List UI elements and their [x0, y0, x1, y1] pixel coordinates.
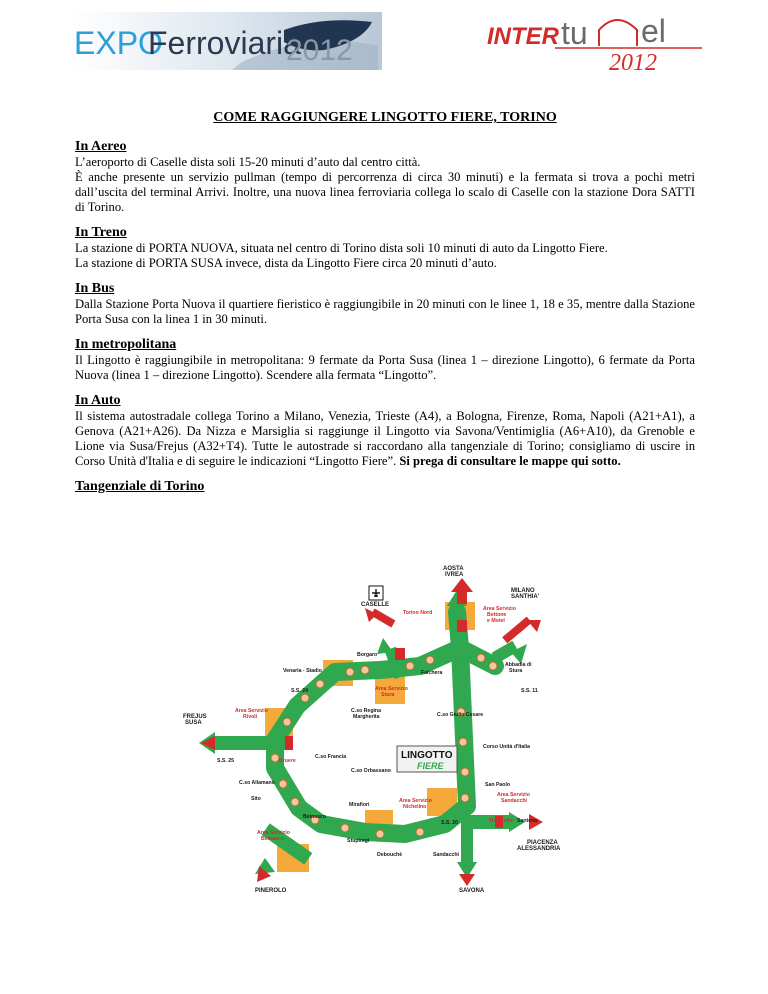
svg-text:S.S. 25: S.S. 25: [217, 758, 235, 764]
svg-text:Beinasco: Beinasco: [303, 814, 327, 820]
section-heading: In Treno: [75, 225, 127, 240]
section-text: L’aeroporto di Caselle dista soli 15-20 minuti d’auto dal centro città. È anche presente un servizio pullman (tempo di percorrenza di circa 30 minuti) e la fermata si trova a pochi metri dall’uscita del terminal Arrivi. Inoltre, una nuova linea ferroviaria collega lo scalo di Caselle con la stazione Dora SATTI di Torino.: [75, 155, 695, 214]
svg-text:S.S. 11: S.S. 11: [521, 688, 538, 694]
svg-text:Bettone: Bettone: [487, 612, 507, 618]
svg-text:Area Servizio: Area Servizio: [235, 708, 268, 714]
svg-text:ALESSANDRIA: ALESSANDRIA: [517, 846, 561, 852]
svg-text:LINGOTTO: LINGOTTO: [401, 750, 453, 761]
svg-text:CASELLE: CASELLE: [361, 602, 390, 608]
svg-text:Santena: Santena: [517, 818, 538, 824]
svg-text:PINEROLO: PINEROLO: [255, 888, 287, 892]
svg-text:el: el: [641, 13, 666, 49]
svg-text:San Paolo: San Paolo: [485, 782, 511, 788]
svg-text:2012: 2012: [609, 50, 657, 74]
svg-text:Stura: Stura: [381, 692, 395, 698]
section-heading: In Auto: [75, 393, 121, 408]
svg-text:IVREA: IVREA: [445, 572, 464, 578]
svg-text:Area Servizio: Area Servizio: [483, 606, 516, 612]
svg-text:SANTHIA': SANTHIA': [511, 594, 540, 600]
svg-text:Stupinigi: Stupinigi: [347, 838, 370, 844]
svg-text:Borgaro: Borgaro: [357, 652, 378, 658]
svg-text:SUSA: SUSA: [185, 720, 202, 726]
svg-text:S.S. 20: S.S. 20: [441, 820, 459, 826]
svg-text:Sandacchi: Sandacchi: [433, 852, 459, 858]
bold-note: Si prega di consultare le mappe qui sotto.: [399, 454, 621, 468]
airport-icon: [369, 586, 383, 600]
section-metropolitana: [75, 337, 695, 383]
svg-text:Area Servizio: Area Servizio: [375, 686, 408, 692]
section-bus: [75, 281, 695, 327]
svg-text:Beinasco: Beinasco: [261, 836, 285, 842]
svg-text:AOSTA: AOSTA: [443, 566, 464, 572]
svg-text:PIACENZA: PIACENZA: [527, 840, 558, 846]
svg-text:Stura: Stura: [509, 668, 523, 674]
svg-text:2012: 2012: [286, 34, 353, 67]
svg-text:MILANO: MILANO: [511, 588, 535, 594]
section-text: La stazione di PORTA NUOVA, situata nel centro di Torino dista soli 10 minuti di auto da Lingotto Fiere. La stazione di PORTA SUSA invece, dista da Lingotto Fiere circa 20 minuti d’auto.: [75, 241, 608, 270]
section-aereo: [75, 139, 695, 215]
svg-text:Rivoli: Rivoli: [243, 714, 258, 720]
svg-text:Falchera: Falchera: [421, 670, 443, 676]
svg-text:Abbadia di: Abbadia di: [505, 662, 532, 668]
svg-text:Bruere: Bruere: [279, 758, 296, 764]
svg-text:Sandacchi: Sandacchi: [501, 798, 527, 804]
svg-text:tu: tu: [561, 15, 588, 51]
svg-text:Corso Unità d'Italia: Corso Unità d'Italia: [483, 744, 531, 750]
svg-text:SAVONA: SAVONA: [459, 888, 485, 892]
svg-text:EXPO: EXPO: [74, 25, 163, 61]
svg-text:Debouchè: Debouchè: [377, 852, 403, 858]
svg-text:Margherita: Margherita: [353, 714, 380, 720]
page-header: [0, 0, 768, 80]
document-body: [75, 110, 695, 495]
intertunnel-logo: [487, 6, 702, 74]
svg-text:C.so Orbassano: C.so Orbassano: [351, 768, 391, 774]
expo-ferroviaria-logo: [72, 12, 382, 70]
svg-text:Area Servizio: Area Servizio: [399, 798, 432, 804]
svg-text:FREJUS: FREJUS: [183, 714, 207, 720]
lingotto-badge: [397, 746, 457, 772]
map-heading: Tangenziale di Torino: [75, 479, 205, 494]
section-heading: In Bus: [75, 281, 115, 296]
svg-text:Sito: Sito: [251, 796, 261, 802]
tangenziale-map: [165, 562, 585, 892]
svg-text:Area Servizio: Area Servizio: [497, 792, 530, 798]
svg-text:Ferroviaria: Ferroviaria: [148, 25, 301, 61]
section-text: Dalla Stazione Porta Nuova il quartiere fieristico è raggiungibile in 20 minuti con le linee 1, 18 e 35, mentre dalla Stazione Porta Susa con la linea 1 in 30 minuti.: [75, 297, 695, 326]
svg-text:Nichelino: Nichelino: [403, 804, 427, 810]
svg-text:FIERE: FIERE: [417, 761, 444, 771]
svg-text:C.so Francia: C.so Francia: [315, 754, 347, 760]
section-auto: [75, 393, 695, 469]
section-text: Il sistema autostradale collega Torino a Milano, Venezia, Trieste (A4), a Bologna, Firenze, Roma, Napoli (A21+A1), a Genova (A21+A26). Da Nizza e Marsiglia si raggiunge il Lingotto via Savona/Ventimiglia (A6+A10), da Grenoble e Lione via Susa/Frejus (A32+T4). Tutte le autostrade si raccordano alla tangenziale di Torino; consigliamo di uscire in Corso Unità d'Italia e di seguire le indicazioni “Lingotto Fiere”. Si prega di consultare le mappe qui sotto.: [75, 409, 695, 468]
svg-text:INTER: INTER: [487, 23, 559, 50]
svg-text:Area Servizio: Area Servizio: [257, 830, 290, 836]
svg-text:Torino Nord: Torino Nord: [403, 610, 433, 616]
section-treno: [75, 225, 695, 271]
section-text: Il Lingotto è raggiungibile in metropolitana: 9 fermate da Porta Susa (linea 1 – direzione Lingotto), 6 fermate da Porta Nuova (linea 1 – direzione Lingotto). Scendere alla fermata “Lingotto”.: [75, 353, 695, 382]
section-heading: In Aereo: [75, 139, 127, 154]
svg-text:e Motel: e Motel: [487, 618, 505, 624]
svg-text:C.so Regina: C.so Regina: [351, 708, 381, 714]
svg-text:C.so Allamano: C.so Allamano: [239, 780, 275, 786]
page-title: COME RAGGIUNGERE LINGOTTO FIERE, TORINO: [213, 110, 557, 125]
svg-text:Mirafiori: Mirafiori: [349, 802, 370, 808]
section-heading: In metropolitana: [75, 337, 177, 352]
svg-text:S.S. 24: S.S. 24: [291, 688, 309, 694]
svg-text:Trofarello: Trofarello: [489, 818, 513, 824]
svg-text:C.so Giulio Cesare: C.so Giulio Cesare: [437, 712, 484, 718]
svg-text:Venaria - Stadio: Venaria - Stadio: [283, 668, 322, 674]
